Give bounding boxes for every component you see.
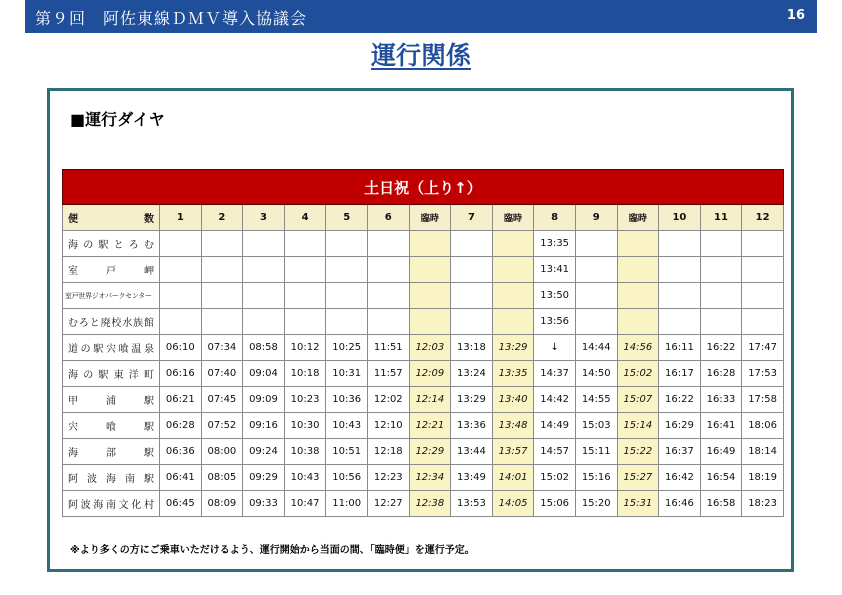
time-cell: 15:11 bbox=[575, 439, 617, 465]
time-cell bbox=[201, 283, 243, 309]
station-name: 海の駅とろむ bbox=[63, 231, 160, 257]
table-row bbox=[63, 413, 784, 439]
time-cell: 09:33 bbox=[243, 491, 285, 517]
time-cell: 14:55 bbox=[575, 387, 617, 413]
table-row bbox=[63, 283, 784, 309]
time-cell: 16:29 bbox=[659, 413, 701, 439]
column-header-label: 便 数 bbox=[63, 205, 160, 231]
time-cell bbox=[243, 257, 285, 283]
time-cell bbox=[201, 309, 243, 335]
time-cell: 17:58 bbox=[742, 387, 784, 413]
table-row bbox=[63, 491, 784, 517]
time-cell: 16:17 bbox=[659, 361, 701, 387]
time-cell bbox=[326, 309, 368, 335]
time-cell bbox=[492, 231, 534, 257]
time-cell: 13:56 bbox=[534, 309, 576, 335]
time-cell: 15:02 bbox=[534, 465, 576, 491]
time-cell: 08:05 bbox=[201, 465, 243, 491]
time-cell bbox=[409, 257, 451, 283]
time-cell bbox=[659, 283, 701, 309]
time-cell: 12:14 bbox=[409, 387, 451, 413]
time-cell bbox=[617, 309, 659, 335]
column-header-trip: 5 bbox=[326, 205, 368, 231]
time-cell bbox=[201, 231, 243, 257]
table-row bbox=[63, 335, 784, 361]
time-cell: 13:36 bbox=[451, 413, 493, 439]
time-cell: 09:24 bbox=[243, 439, 285, 465]
time-cell bbox=[451, 257, 493, 283]
time-cell bbox=[367, 283, 409, 309]
table-row bbox=[63, 257, 784, 283]
time-cell: 08:09 bbox=[201, 491, 243, 517]
time-cell: 06:10 bbox=[160, 335, 202, 361]
time-cell: 13:53 bbox=[451, 491, 493, 517]
time-cell: 09:04 bbox=[243, 361, 285, 387]
time-cell: 15:20 bbox=[575, 491, 617, 517]
time-cell bbox=[617, 257, 659, 283]
time-cell: 08:00 bbox=[201, 439, 243, 465]
time-cell: 15:31 bbox=[617, 491, 659, 517]
time-cell: 12:27 bbox=[367, 491, 409, 517]
page-number: 16 bbox=[786, 8, 805, 23]
time-cell: 15:14 bbox=[617, 413, 659, 439]
time-cell bbox=[617, 231, 659, 257]
time-cell: 13:41 bbox=[534, 257, 576, 283]
time-cell: 16:41 bbox=[700, 413, 742, 439]
time-cell: 06:45 bbox=[160, 491, 202, 517]
column-header-trip: 7 bbox=[451, 205, 493, 231]
time-cell: 16:33 bbox=[700, 387, 742, 413]
time-cell bbox=[492, 283, 534, 309]
time-cell bbox=[742, 257, 784, 283]
time-cell: 10:18 bbox=[284, 361, 326, 387]
time-cell bbox=[700, 257, 742, 283]
column-header-trip: 9 bbox=[575, 205, 617, 231]
time-cell bbox=[575, 309, 617, 335]
time-cell: 10:31 bbox=[326, 361, 368, 387]
table-row bbox=[63, 361, 784, 387]
station-name: 海の駅東洋町 bbox=[63, 361, 160, 387]
section-heading: ■運行ダイヤ bbox=[70, 110, 165, 129]
time-cell bbox=[409, 283, 451, 309]
time-cell: 14:05 bbox=[492, 491, 534, 517]
time-cell: 10:12 bbox=[284, 335, 326, 361]
time-cell: 13:40 bbox=[492, 387, 534, 413]
time-cell bbox=[367, 231, 409, 257]
time-cell: 17:53 bbox=[742, 361, 784, 387]
time-cell: 14:01 bbox=[492, 465, 534, 491]
time-cell: 12:38 bbox=[409, 491, 451, 517]
column-header-rinji: 臨時 bbox=[617, 205, 659, 231]
time-cell: 12:10 bbox=[367, 413, 409, 439]
timetable bbox=[62, 169, 784, 517]
time-cell: 10:30 bbox=[284, 413, 326, 439]
time-cell: 10:38 bbox=[284, 439, 326, 465]
time-cell: 12:03 bbox=[409, 335, 451, 361]
station-name: 室 戸 岬 bbox=[63, 257, 160, 283]
station-name: 海 部 駅 bbox=[63, 439, 160, 465]
time-cell: 16:22 bbox=[659, 387, 701, 413]
time-cell: 15:22 bbox=[617, 439, 659, 465]
time-cell: 06:16 bbox=[160, 361, 202, 387]
meeting-title: 第９回 阿佐東線ＤＭＶ導入協議会 bbox=[35, 9, 308, 28]
footnote: ※より多くの方にご乗車いただけるよう、運行開始から当面の間、「臨時便」を運行予定。 bbox=[70, 545, 475, 556]
page-title: 運行関係 bbox=[370, 41, 471, 70]
time-cell: 13:48 bbox=[492, 413, 534, 439]
column-header-trip: 10 bbox=[659, 205, 701, 231]
time-cell: 09:29 bbox=[243, 465, 285, 491]
time-cell: 10:43 bbox=[326, 413, 368, 439]
station-name: 道の駅宍喰温泉 bbox=[63, 335, 160, 361]
time-cell: 06:41 bbox=[160, 465, 202, 491]
station-name: 阿波海南駅 bbox=[63, 465, 160, 491]
column-header-rinji: 臨時 bbox=[492, 205, 534, 231]
time-cell: 13:50 bbox=[534, 283, 576, 309]
time-cell: 13:44 bbox=[451, 439, 493, 465]
time-cell: 07:52 bbox=[201, 413, 243, 439]
time-cell bbox=[243, 231, 285, 257]
column-header-rinji: 臨時 bbox=[409, 205, 451, 231]
time-cell: 15:07 bbox=[617, 387, 659, 413]
time-cell bbox=[492, 309, 534, 335]
time-cell: 13:35 bbox=[492, 361, 534, 387]
table-row bbox=[63, 439, 784, 465]
time-cell: 11:00 bbox=[326, 491, 368, 517]
time-cell: 17:47 bbox=[742, 335, 784, 361]
header-bar bbox=[25, 0, 817, 33]
time-cell: 12:34 bbox=[409, 465, 451, 491]
time-cell: 18:19 bbox=[742, 465, 784, 491]
time-cell bbox=[243, 309, 285, 335]
station-name: 宍 喰 駅 bbox=[63, 413, 160, 439]
time-cell: 10:23 bbox=[284, 387, 326, 413]
time-cell bbox=[160, 231, 202, 257]
time-cell: 14:49 bbox=[534, 413, 576, 439]
column-header-trip: 4 bbox=[284, 205, 326, 231]
time-cell bbox=[700, 309, 742, 335]
time-cell: 14:50 bbox=[575, 361, 617, 387]
table-row bbox=[63, 465, 784, 491]
time-cell bbox=[243, 283, 285, 309]
time-cell bbox=[700, 283, 742, 309]
time-cell: 16:49 bbox=[700, 439, 742, 465]
time-cell: 06:21 bbox=[160, 387, 202, 413]
time-cell bbox=[659, 257, 701, 283]
time-cell: 16:58 bbox=[700, 491, 742, 517]
column-header-trip: 2 bbox=[201, 205, 243, 231]
column-header-trip: 8 bbox=[534, 205, 576, 231]
time-cell: 18:06 bbox=[742, 413, 784, 439]
time-cell bbox=[409, 231, 451, 257]
station-name: 室戸世界ジオパークセンター bbox=[63, 283, 160, 309]
time-cell: 09:16 bbox=[243, 413, 285, 439]
column-header-trip: 12 bbox=[742, 205, 784, 231]
table-row bbox=[63, 231, 784, 257]
time-cell bbox=[284, 257, 326, 283]
time-cell: 16:42 bbox=[659, 465, 701, 491]
time-cell bbox=[409, 309, 451, 335]
time-cell bbox=[284, 283, 326, 309]
time-cell bbox=[284, 231, 326, 257]
time-cell: 16:22 bbox=[700, 335, 742, 361]
station-name: むろと廃校水族館 bbox=[63, 309, 160, 335]
time-cell: 18:23 bbox=[742, 491, 784, 517]
time-cell bbox=[492, 257, 534, 283]
time-cell: 15:06 bbox=[534, 491, 576, 517]
time-cell: 15:16 bbox=[575, 465, 617, 491]
time-cell bbox=[160, 257, 202, 283]
time-cell: 07:45 bbox=[201, 387, 243, 413]
time-cell bbox=[451, 309, 493, 335]
time-cell: 10:43 bbox=[284, 465, 326, 491]
station-name: 阿波海南文化村 bbox=[63, 491, 160, 517]
time-cell: 07:34 bbox=[201, 335, 243, 361]
time-cell: 14:37 bbox=[534, 361, 576, 387]
time-cell bbox=[326, 231, 368, 257]
time-cell bbox=[575, 257, 617, 283]
time-cell: 16:11 bbox=[659, 335, 701, 361]
time-cell: 13:57 bbox=[492, 439, 534, 465]
time-cell: 14:56 bbox=[617, 335, 659, 361]
timetable-title: 土日祝（上り↑） bbox=[63, 170, 784, 205]
time-cell bbox=[659, 231, 701, 257]
column-header-trip: 1 bbox=[160, 205, 202, 231]
column-header-trip: 6 bbox=[367, 205, 409, 231]
time-cell: 12:02 bbox=[367, 387, 409, 413]
time-cell: 16:54 bbox=[700, 465, 742, 491]
column-header-trip: 11 bbox=[700, 205, 742, 231]
time-cell: 14:42 bbox=[534, 387, 576, 413]
time-cell: 13:24 bbox=[451, 361, 493, 387]
time-cell: 15:03 bbox=[575, 413, 617, 439]
time-cell bbox=[326, 257, 368, 283]
time-cell: 12:18 bbox=[367, 439, 409, 465]
time-cell: 11:57 bbox=[367, 361, 409, 387]
time-cell bbox=[160, 283, 202, 309]
time-cell: 16:37 bbox=[659, 439, 701, 465]
time-cell bbox=[742, 309, 784, 335]
time-cell: 11:51 bbox=[367, 335, 409, 361]
time-cell: 13:29 bbox=[492, 335, 534, 361]
time-cell: 14:57 bbox=[534, 439, 576, 465]
time-cell bbox=[742, 231, 784, 257]
time-cell: 10:51 bbox=[326, 439, 368, 465]
time-cell bbox=[742, 283, 784, 309]
time-cell: 08:58 bbox=[243, 335, 285, 361]
time-cell: 12:09 bbox=[409, 361, 451, 387]
time-cell bbox=[700, 231, 742, 257]
time-cell bbox=[284, 309, 326, 335]
time-cell bbox=[451, 231, 493, 257]
time-cell: 06:36 bbox=[160, 439, 202, 465]
time-cell bbox=[575, 231, 617, 257]
time-cell: 10:36 bbox=[326, 387, 368, 413]
time-cell: 14:44 bbox=[575, 335, 617, 361]
time-cell: 09:09 bbox=[243, 387, 285, 413]
time-cell: 15:27 bbox=[617, 465, 659, 491]
table-row bbox=[63, 309, 784, 335]
time-cell: 13:49 bbox=[451, 465, 493, 491]
time-cell: 13:29 bbox=[451, 387, 493, 413]
time-cell: 16:28 bbox=[700, 361, 742, 387]
time-cell bbox=[367, 309, 409, 335]
time-cell: 15:02 bbox=[617, 361, 659, 387]
time-cell bbox=[659, 309, 701, 335]
time-cell bbox=[575, 283, 617, 309]
time-cell: 07:40 bbox=[201, 361, 243, 387]
time-cell: 12:29 bbox=[409, 439, 451, 465]
time-cell: 12:21 bbox=[409, 413, 451, 439]
time-cell: 06:28 bbox=[160, 413, 202, 439]
time-cell: 13:35 bbox=[534, 231, 576, 257]
time-cell bbox=[617, 283, 659, 309]
time-cell bbox=[367, 257, 409, 283]
table-row bbox=[63, 387, 784, 413]
time-cell: 13:18 bbox=[451, 335, 493, 361]
time-cell: 10:56 bbox=[326, 465, 368, 491]
time-cell: 10:25 bbox=[326, 335, 368, 361]
station-name: 甲 浦 駅 bbox=[63, 387, 160, 413]
time-cell: 16:46 bbox=[659, 491, 701, 517]
time-cell bbox=[201, 257, 243, 283]
content-frame bbox=[47, 88, 794, 572]
time-cell: ↓ bbox=[534, 335, 576, 361]
time-cell: 18:14 bbox=[742, 439, 784, 465]
time-cell bbox=[451, 283, 493, 309]
time-cell bbox=[160, 309, 202, 335]
time-cell: 12:23 bbox=[367, 465, 409, 491]
time-cell bbox=[326, 283, 368, 309]
time-cell: 10:47 bbox=[284, 491, 326, 517]
column-header-trip: 3 bbox=[243, 205, 285, 231]
timetable-header-row bbox=[63, 205, 784, 231]
